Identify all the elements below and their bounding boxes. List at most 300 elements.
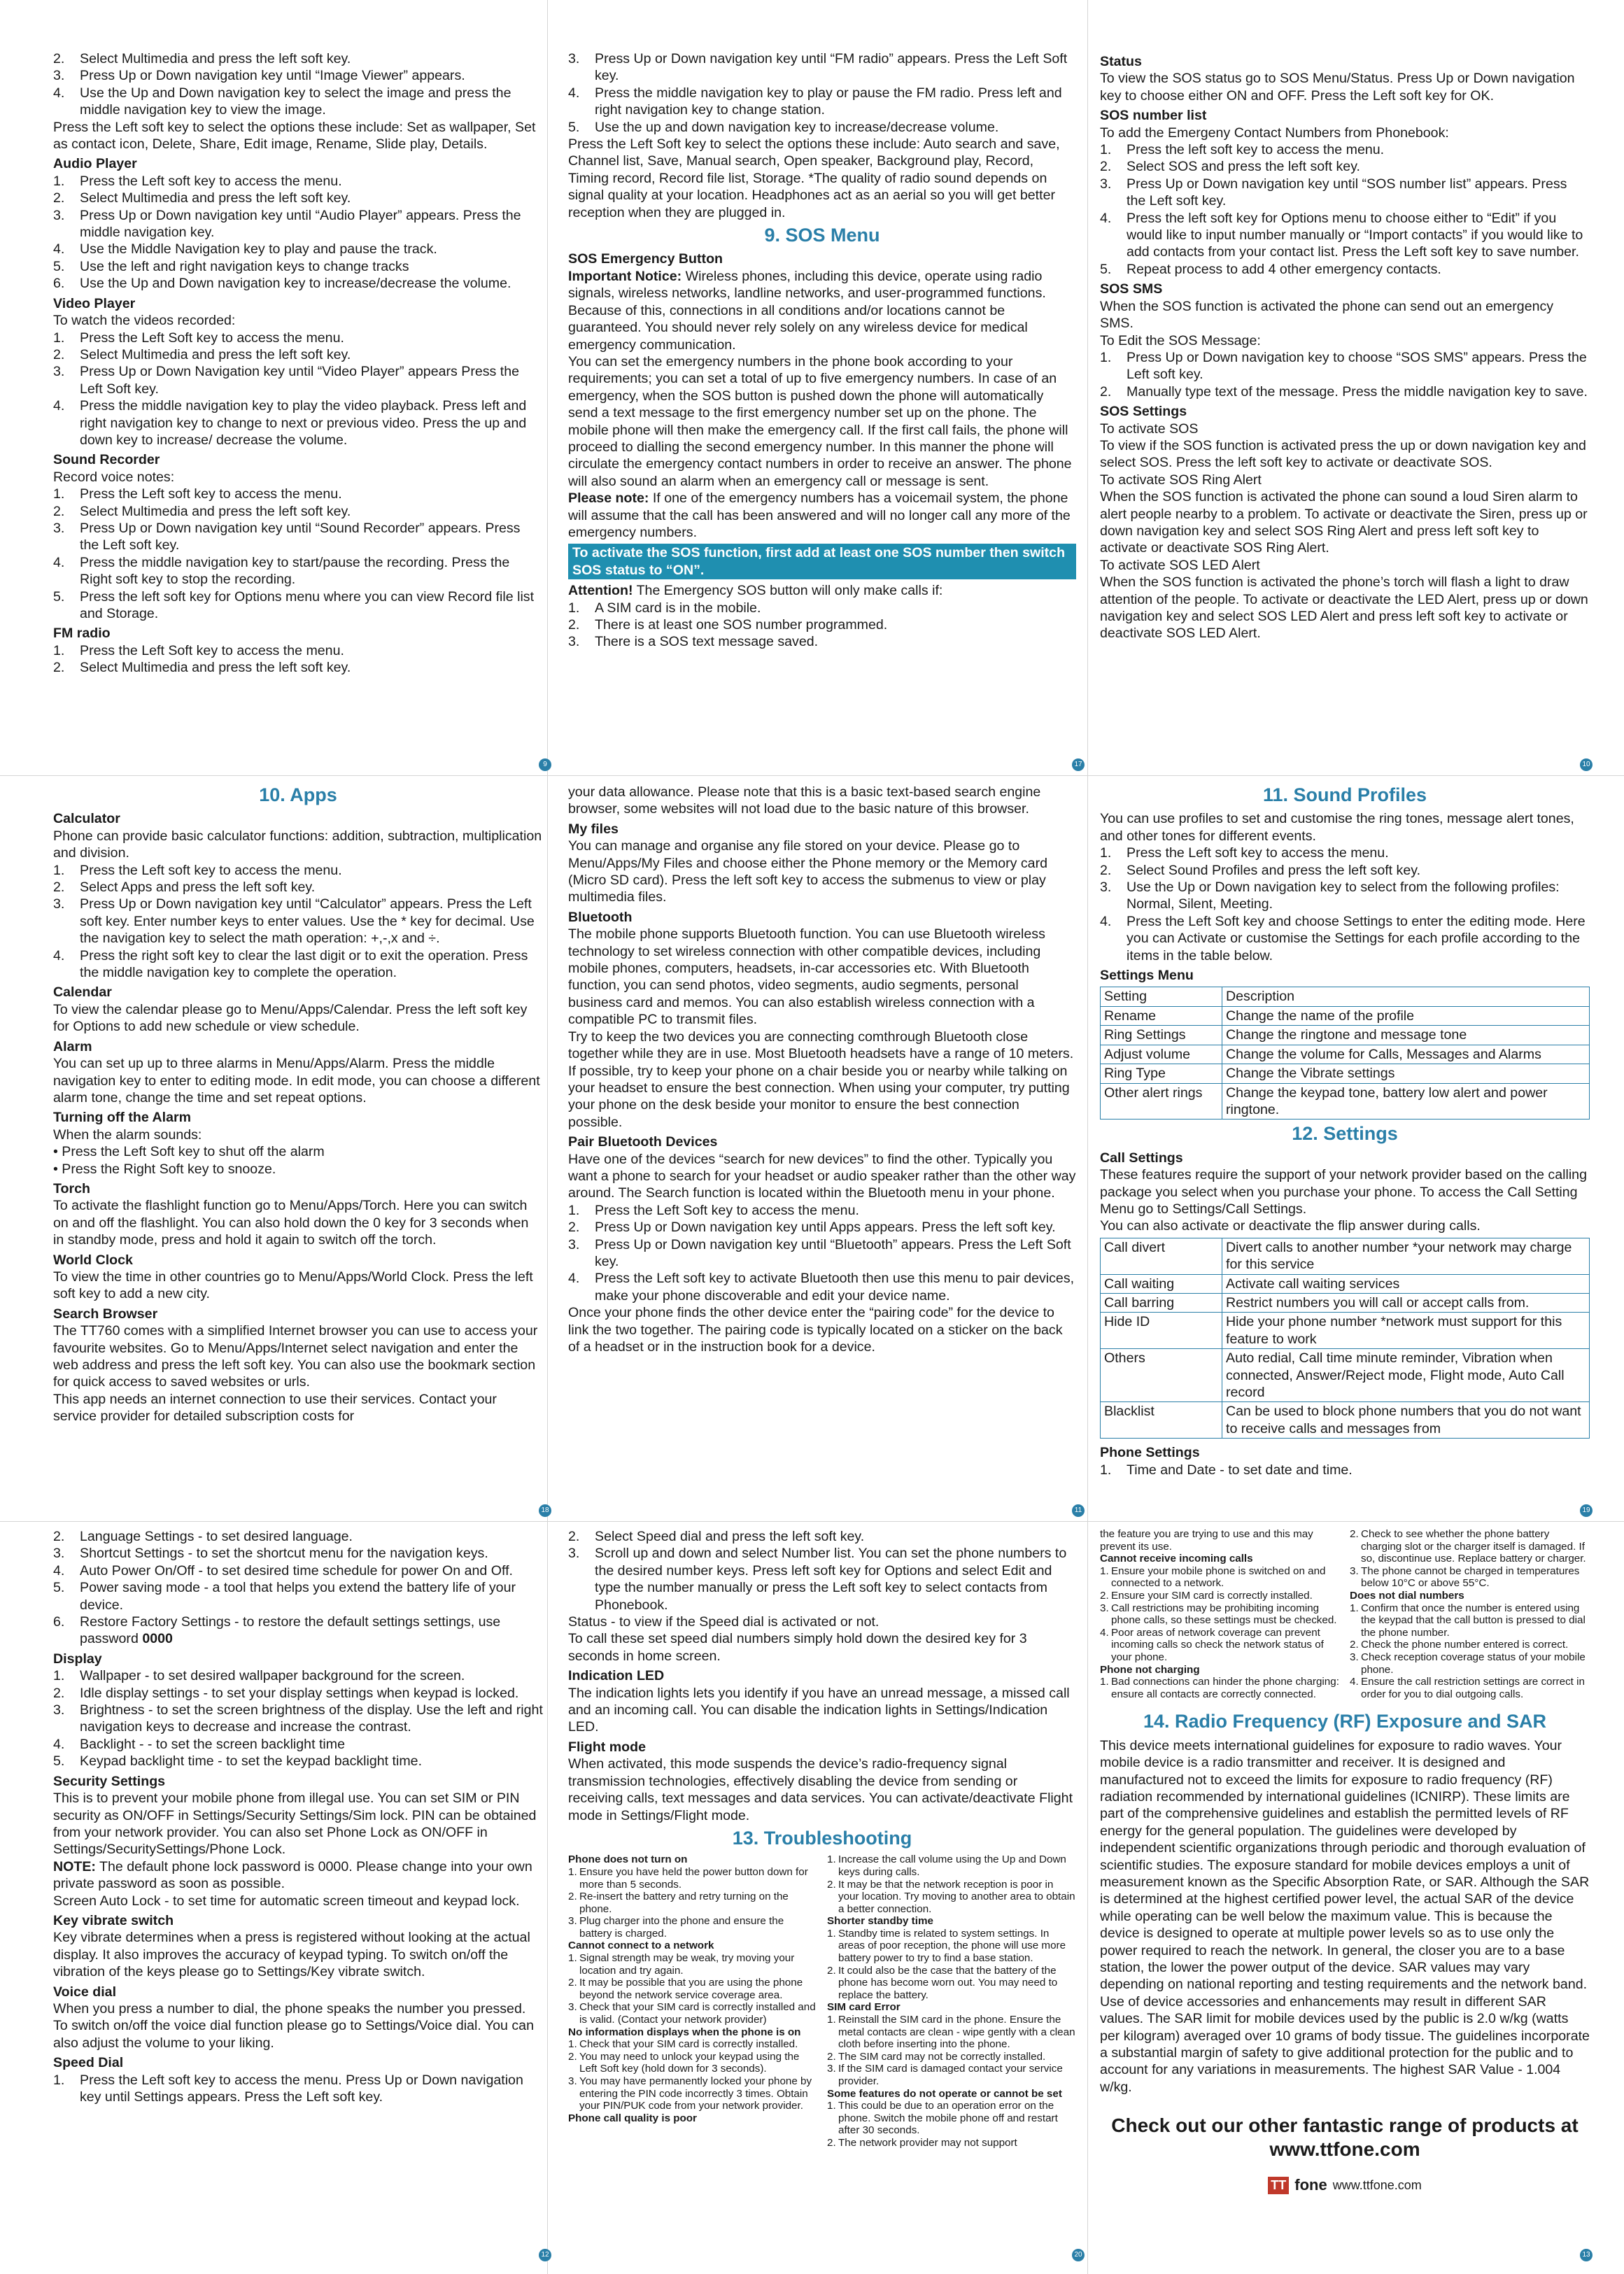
list-text: Use the Middle Navigation key to play and pause the track. (80, 241, 437, 257)
heading-my-files: My files (568, 821, 619, 837)
list-item (568, 2051, 817, 2075)
table-value-cell: Change the Vibrate settings (1222, 1064, 1590, 1083)
paragraph: When the alarm sounds: (53, 1127, 202, 1143)
paragraph: This is to prevent your mobile phone from illegal use. You can set SIM or PIN security as ON/OFF in Settings/Security Settings/Sim lock. PIN can be obtained from your network provider. You can also set Phone Lock as ON/OFF in Settings/SecuritySettings/Phone Lock. (53, 1791, 537, 1858)
paragraph: Important Notice: Wireless phones, including this device, operate using radio signals, wireless networks, landline networks, and user-programmed functions. Because of this, connections in all conditions and/or locations cannot be guaranteed. You should never rely solely on any wireless device for medical emergency communication. (568, 268, 1046, 353)
list-number: 2. (568, 1891, 577, 1903)
settings-menu-table (1100, 987, 1590, 1120)
list-text: Ensure your mobile phone is switched on and connected to a network. (1111, 1565, 1326, 1590)
list-number: 2. (1350, 1639, 1359, 1651)
list-text: Repeat process to add 4 other emergency contacts. (1127, 261, 1441, 277)
list-number: 1. (568, 2038, 577, 2051)
list-item (53, 947, 543, 982)
list-number: 4. (53, 947, 65, 963)
numbered-list (568, 1952, 817, 2026)
paragraph: Press the Left Soft key to select the options these include: Auto search and save, Channel list, Save, Manual search, Open speaker, Background play, Record, Timing record, Record file list, Storage. *The quality of radio sound depends on signal quality at your location. Headphones act as an aerial so you will get better reception when they are plugged in. (568, 136, 1060, 220)
list-item (53, 1685, 543, 1702)
numbered-list (568, 600, 1076, 651)
list-item (568, 2001, 817, 2026)
list-item (827, 2063, 1076, 2087)
list-item (568, 1219, 1076, 1236)
list-text: Check reception coverage status of your mobile phone. (1361, 1651, 1586, 1676)
list-text: Select Multimedia and press the left soft key. (80, 660, 351, 676)
callout-box: To activate the SOS function, first add at least one SOS number then switch SOS status to “ON”. (568, 544, 1076, 579)
trouble-heading: Phone does not turn on (568, 1853, 688, 1866)
list-number: 2. (53, 503, 65, 519)
list-number: 2. (827, 1878, 836, 1891)
paragraph: You can set the emergency numbers in the phone book according to your requirements; you can set a total of up to five emergency numbers. In case of an emergency, when the SOS button is pushed down the phone will automatically send a text message to the first emergency number set up on the phone. The mobile phone will then make the emergency call. If the first call fails, the phone will proceed to dialling the second emergency number. In this manner the phone will circulate the emergency contact numbers in order to receive an answer. The phone will also sound an alarm when an emergency call or message is sent. (568, 353, 1072, 489)
list-number: 1. (827, 2100, 836, 2112)
list-item (568, 85, 1076, 119)
page-number: 10 (1580, 758, 1593, 771)
list-number: 2. (1100, 862, 1112, 878)
bullet: • Press the Right Soft key to snooze. (53, 1161, 276, 1177)
list-item (53, 862, 543, 879)
page-19 (1100, 781, 1590, 1517)
numbered-list (568, 1866, 817, 1940)
list-text: Use the Up and Down navigation key to increase/decrease the volume. (80, 276, 511, 292)
list-text: Use the up and down navigation key to increase/decrease volume. (595, 119, 999, 135)
list-text: Reinstall the SIM card in the phone. Ensure the metal contacts are clean - wipe gently with a clean cloth before inserting into the phone. (838, 2014, 1075, 2051)
table-row (1101, 1026, 1590, 1045)
paragraph: Try to keep the two devices you are connecting comthrough Bluetooth close together while they are in use. Most Bluetooth headsets have a range of 10 meters. If possible, try to keep your phone on a chair beside you or nearby while talking on your headset to ensure the best connection. When using your computer, try putting your phone on the desk beside your monitor to ensure the best connection possible. (568, 1029, 1074, 1130)
table-key-cell: Adjust volume (1101, 1045, 1222, 1064)
page-10 (1100, 50, 1590, 770)
list-number: 1. (827, 1927, 836, 1940)
list-text: The phone cannot be charged in temperatures below 10°C or above 55°C. (1361, 1565, 1580, 1590)
list-number: 4. (568, 85, 580, 101)
trouble-heading: Phone not charging (1100, 1663, 1200, 1676)
paragraph: To view the time in other countries go to Menu/Apps/World Clock. Press the left soft key to add a new city. (53, 1269, 533, 1302)
heading-alarm: Alarm (53, 1038, 92, 1054)
heading-audio-player: Audio Player (53, 156, 137, 172)
numbered-list (827, 2014, 1076, 2088)
heading-calendar: Calendar (53, 984, 112, 1001)
table-key-cell: Call waiting (1101, 1274, 1222, 1293)
list-number: 1. (1100, 1565, 1109, 1577)
logo-url: www.ttfone.com (1332, 2178, 1422, 2193)
page-13 (1100, 1528, 1590, 2264)
list-text: Press the Left soft key to activate Bluetooth then use this menu to pair devices, make your phone discoverable and edit your device name. (595, 1271, 1075, 1304)
list-text: Press Up or Down navigation key to choose “SOS SMS” appears. Press the Left soft key. (1127, 349, 1587, 383)
list-text: Press Up or Down navigation key until “Sound Recorder” appears. Press the Left soft key. (80, 520, 521, 553)
list-number: 1. (1100, 349, 1112, 365)
list-item (1100, 1590, 1340, 1602)
list-text: Select Sound Profiles and press the left soft key. (1127, 862, 1421, 878)
list-item (53, 1528, 543, 1545)
heading-sound-recorder: Sound Recorder (53, 452, 160, 468)
table-row (1101, 1083, 1590, 1120)
table-row (1101, 1006, 1590, 1025)
table-key-cell: Ring Settings (1101, 1026, 1222, 1045)
list-text: Call restrictions may be prohibiting incoming phone calls, so these settings must be checked. (1111, 1602, 1337, 1627)
list-item (53, 1613, 543, 1648)
list-item (53, 85, 536, 119)
list-number: 4. (1100, 1626, 1109, 1639)
list-number: 1. (53, 1668, 65, 1684)
list-number: 1. (53, 330, 65, 346)
paragraph: When the SOS function is activated the phone’s torch will flash a light to draw attention of the people. To activate or deactivate the LED Alert, press up or down navigation key and select SOS LED Alert and press left soft key to activate or deactivate SOS LED Alert. (1100, 574, 1588, 642)
numbered-list (53, 330, 536, 449)
list-number: 1. (53, 2072, 65, 2088)
page-divider (0, 1521, 1624, 1522)
list-number: 3. (568, 634, 580, 650)
heading-pair-bluetooth: Pair Bluetooth Devices (568, 1134, 718, 1150)
list-item (53, 397, 536, 449)
list-text: It may be that the network reception is poor in your location. Try moving to another area to obtain a better connection. (838, 1878, 1075, 1915)
list-text: Poor areas of network coverage can prevent incoming calls so check the network status of your phone. (1111, 1626, 1324, 1663)
list-number: 4. (53, 554, 65, 570)
list-text: If the SIM card is damaged contact your service provider. (838, 2063, 1063, 2087)
list-number: 2. (1100, 383, 1112, 400)
list-item (53, 1702, 543, 1736)
list-item (568, 1202, 1076, 1219)
heading-flight-mode: Flight mode (568, 1739, 647, 1755)
list-number: 5. (568, 119, 580, 135)
troubleshooting-column (827, 1853, 1076, 2149)
paragraph: NOTE: The default phone lock password is 0000. Please change into your own private password as soon as possible. (53, 1858, 532, 1892)
list-text: Select Multimedia and press the left soft key. (80, 503, 351, 519)
list-item (53, 659, 536, 676)
table-value-cell: Change the volume for Calls, Messages and Alarms (1222, 1045, 1590, 1064)
website-link[interactable]: www.ttfone.com (1269, 2138, 1420, 2161)
page-17 (568, 50, 1076, 770)
numbered-list (827, 2100, 1076, 2149)
page-number: 11 (1072, 1504, 1085, 1517)
paragraph: your data allowance. Please note that this is a basic text-based search engine browser, some websites will not load due to the basic nature of this browser. (568, 784, 1041, 817)
list-number: 4. (1100, 210, 1112, 226)
list-number: 2. (53, 1529, 65, 1544)
list-number: 3. (1350, 1565, 1359, 1577)
list-number: 3. (53, 207, 65, 223)
list-text: Select Multimedia and press the left soft key. (80, 346, 351, 362)
table-row (1101, 1402, 1590, 1439)
table-key-cell: Hide ID (1101, 1313, 1222, 1349)
trouble-heading: SIM card Error (827, 2001, 901, 2014)
list-text: Press the Left soft key to access the menu. (80, 862, 342, 878)
paragraph: The indication lights lets you identify if you have an unread message, a missed call and an incoming call. You can disable the indication lights in Settings/Indication LED. (568, 1685, 1070, 1735)
list-number: 4. (53, 1736, 65, 1752)
list-item (1100, 141, 1590, 158)
list-item (568, 119, 1076, 136)
list-number: 5. (53, 1580, 65, 1596)
list-item (568, 1891, 817, 1915)
list-text: Press the Left soft key to access the menu. (80, 486, 342, 502)
page-11 (568, 784, 1076, 1517)
trouble-heading: No information displays when the phone is on (568, 2026, 801, 2038)
table-value-cell: Restrict numbers you will call or accept calls from. (1222, 1293, 1590, 1312)
heading-security-settings: Security Settings (53, 1773, 166, 1789)
numbered-list (1100, 349, 1590, 400)
page-number: 20 (1072, 2249, 1085, 2261)
list-number: 2. (568, 1529, 580, 1544)
list-text: Press the right soft key to clear the last digit or to exit the operation. Press the middle navigation key to complete the operation. (80, 947, 528, 981)
list-text: Press the Left Soft key to access the menu. (595, 1202, 859, 1218)
list-number: 1. (1350, 1602, 1359, 1614)
list-text: Language Settings - to set desired language. (80, 1529, 353, 1544)
table-value-cell: Can be used to block phone numbers that you do not want to receive calls and messages from (1222, 1402, 1590, 1439)
numbered-list (53, 642, 536, 677)
list-text: Select SOS and press the left soft key. (1127, 159, 1360, 175)
list-number: 1. (53, 173, 65, 189)
list-number: 3. (1100, 880, 1112, 896)
table-value-cell: Description (1222, 987, 1590, 1006)
list-item (53, 50, 536, 67)
table-row (1101, 1313, 1590, 1349)
list-number: 3. (568, 1546, 580, 1562)
list-number: 3. (568, 2001, 577, 2014)
list-text: Backlight - - to set the screen backlight time (80, 1736, 345, 1752)
heading-voice-dial: Voice dial (53, 1984, 117, 2000)
paragraph: To activate the flashlight function go to Menu/Apps/Torch. Here you can switch on and off the flashlight. You can also hold down the 0 key for 3 seconds when in standby mode, press and hold it again to switch off the torch. (53, 1198, 529, 1248)
table-key-cell: Others (1101, 1349, 1222, 1402)
list-item (1350, 1528, 1590, 1565)
list-item (1100, 913, 1590, 964)
list-item (53, 1753, 543, 1770)
list-item (1100, 845, 1590, 861)
list-text: Press the Left soft key to access the menu. (1127, 845, 1389, 861)
list-item (827, 2100, 1076, 2137)
list-number: 3. (568, 2075, 577, 2087)
list-item (53, 173, 536, 190)
trouble-heading: Cannot receive incoming calls (1100, 1553, 1253, 1565)
list-number: 3. (568, 1236, 580, 1252)
list-item (1100, 349, 1590, 383)
list-text: Brightness - to set the screen brightness of the display. Use the left and right navigation keys to decrease and increase the contrast. (80, 1702, 543, 1735)
heading-speed-dial: Speed Dial (53, 2055, 124, 2071)
paragraph: To activate SOS (1100, 421, 1199, 437)
list-text: Check the phone number entered is correct. (1361, 1639, 1569, 1651)
list-number: 2. (53, 1685, 65, 1701)
list-item (53, 207, 536, 241)
list-item (568, 1952, 817, 1977)
list-item (53, 67, 536, 84)
list-text: Restore Factory Settings - to restore the default settings settings, use password (80, 1614, 501, 1647)
list-text: It could also be the case that the battery of the phone has become worn out. You may need to replace the battery. (838, 1964, 1058, 2001)
paragraph: To activate SOS LED Alert (1100, 557, 1260, 573)
section-title: 14. Radio Frequency (RF) Exposure and SAR (1143, 1711, 1547, 1732)
heading-sos-settings: SOS Settings (1100, 404, 1187, 420)
list-text: Press Up or Down navigation key until “SOS number list” appears. Press the Left soft key. (1127, 176, 1567, 209)
list-text: Bad connections can hinder the phone charging: ensure all contacts are correctly connected. (1111, 1676, 1339, 1700)
list-item (568, 50, 1076, 85)
list-item (53, 1579, 543, 1613)
list-number: 2. (827, 1964, 836, 1977)
list-item (53, 2072, 543, 2106)
list-item (1100, 862, 1590, 879)
table-row (1101, 1045, 1590, 1064)
list-text: Auto Power On/Off - to set desired time schedule for power On and Off. (80, 1562, 513, 1579)
list-text: Plug charger into the phone and ensure the battery is charged. (579, 1915, 784, 1940)
list-number: 3. (53, 68, 65, 84)
list-number: 2. (568, 1977, 577, 1989)
list-text: You may have permanently locked your phone by entering the PIN code incorrectly 3 times. Obtain your PIN/PUK code from your network provider. (579, 2075, 812, 2112)
heading-calculator: Calculator (53, 811, 120, 827)
list-text: Ensure the call restriction settings are correct in order for you to dial outgoing calls. (1361, 1676, 1585, 1700)
paragraph: You can manage and organise any file stored on your device. Please go to Menu/Apps/My Files and choose either the Phone memory or the Memory card (Micro SD card). Press the left soft key to access the submenus to view or play multimedia files. (568, 838, 1048, 905)
heading-video-player: Video Player (53, 295, 136, 311)
list-number: 1. (53, 642, 65, 658)
list-text: Press Up or Down navigation key until “FM radio” appears. Press the Left Soft key. (595, 51, 1068, 84)
paragraph: You can use profiles to set and customise the ring tones, message alert tones, and other tones for different events. (1100, 811, 1574, 844)
list-item (53, 275, 536, 292)
brand-logo (1100, 2177, 1590, 2194)
heading-phone-settings: Phone Settings (1100, 1445, 1200, 1461)
table-value-cell: Divert calls to another number *your network may charge for this service (1222, 1238, 1590, 1274)
list-item (53, 879, 543, 896)
list-text: Press the middle navigation key to start/pause the recording. Press the Right soft key to stop the recording. (80, 554, 510, 588)
paragraph: To view the calendar please go to Menu/Apps/Calendar. Press the left soft key for Options to add new schedule or view schedule. (53, 1001, 528, 1035)
list-text: Check to see whether the phone battery charging slot or the charger itself is damaged. If so, discontinue use. Replace battery or charger. (1361, 1528, 1586, 1565)
list-number: 4. (53, 1562, 65, 1579)
list-text: It may be possible that you are using the phone beyond the network service coverage area. (579, 1977, 803, 2001)
list-item (53, 190, 536, 206)
list-item (53, 554, 536, 588)
table-value-cell: Hide your phone number *network must support for this feature to work (1222, 1313, 1590, 1349)
list-number: 2. (568, 1220, 580, 1236)
paragraph: These features require the support of your network provider based on the calling package you select when you purchase your phone. To access the Call Setting Menu go to Settings/Call Settings. (1100, 1167, 1587, 1217)
list-number: 3. (53, 1702, 65, 1718)
paragraph: To watch the videos recorded: (53, 313, 236, 329)
list-text: Press Up or Down navigation key until “Bluetooth” appears. Press the Left Soft key. (595, 1236, 1071, 1269)
list-number: 1. (827, 1853, 836, 1866)
list-item (827, 2051, 1076, 2063)
section-title: 13. Troubleshooting (732, 1827, 912, 1849)
list-number: 5. (53, 588, 65, 605)
page-18 (53, 781, 543, 1517)
list-text: Use the Up and Down navigation key to select the image and press the middle navigation key to view the image. (80, 85, 511, 118)
paragraph: Press the Left soft key to select the options these include: Set as wallpaper, Set as contact icon, Delete, Share, Edit image, Rename, Slide play, Details. (53, 119, 536, 153)
list-number: 3. (53, 364, 65, 380)
numbered-list (53, 486, 536, 622)
paragraph: The TT760 comes with a simplified Internet browser you can use to access your favourite websites. Go to Menu/Apps/Internet select navigation and enter the web address and press the left soft key. You can also use the bookmark section for quick access to saved websites or urls. (53, 1323, 538, 1390)
table-key-cell: Rename (1101, 1006, 1222, 1025)
list-text: Check that your SIM card is correctly installed and is valid. (Contact your network provider) (579, 2001, 816, 2026)
paragraph: This device meets international guidelines for exposure to radio waves. Your mobile device is a radio transmitter and receiver. It is designed and manufactured not to exceed the limits for exposure to radio frequency (RF) radiation recommended by international guidelines (ICNIRP). These limits are part of the comprehensive guidelines and establish the permitted levels of RF energy for the general population. The guidelines were developed by independent scientific organizations through periodic and thorough evaluation of scientific studies. The exposure standard for mobile devices employs a unit of measurement known as the Specific Absorption Rate, or SAR. Although the SAR is determined at the highest certified power level, the actual SAR of the device while operating can be well below the maximum value. This is because the device is designed to operate at multiple power levels so as to use only the power required to reach the network. In general, the closer you are to a base station, the lower the power output of the device. SAR values may vary depending on national reporting and testing requirements and the network band. Use of device accessories and enhancements may result in different SAR values. The SAR limit for mobile devices used by the public is 2.0 w/kg (watts per kilogram) averaged over 10 grams of body tissue. The guidelines incorporate a substantial margin of safety to give additional protection for the public and to account for any variations in measurements. The highest SAR Value - 1.004 w/kg. (1100, 1737, 1590, 2095)
numbered-list (53, 1667, 543, 1770)
heading-sos-number-list: SOS number list (1100, 108, 1207, 124)
table-key-cell: Other alert rings (1101, 1083, 1222, 1120)
list-item (53, 896, 543, 947)
list-number: 1. (1100, 845, 1112, 861)
list-number: 4. (1350, 1676, 1359, 1688)
list-item (53, 258, 536, 275)
list-text: Press the Left Soft key to access the menu. (80, 642, 344, 658)
table-key-cell: Ring Type (1101, 1064, 1222, 1083)
list-text: Wallpaper - to set desired wallpaper background for the screen. (80, 1668, 465, 1684)
numbered-list (568, 1202, 1076, 1304)
list-number: 5. (53, 258, 65, 274)
list-text: Shortcut Settings - to set the shortcut menu for the navigation keys. (80, 1546, 488, 1562)
list-text: A SIM card is in the mobile. (595, 600, 761, 616)
paragraph: Have one of the devices “search for new devices” to find the other. Typically you want a phone to search for your headset or audio speaker rather than the other way around. The Search function is located within the Bluetooth menu in your phone. (568, 1151, 1076, 1201)
list-number: 1. (568, 1202, 580, 1218)
paragraph: You can set up up to three alarms in Menu/Apps/Alarm. Press the middle navigation key to enter to editing mode. In edit mode, you can choose a different alarm tone, change the time and set repeat options. (53, 1056, 540, 1106)
paragraph: This app needs an internet connection to use their services. Contact your service provider for detailed subscription costs for (53, 1391, 497, 1425)
list-text: Standby time is related to system settings. In areas of poor reception, the phone will use more battery power to try to find a base station. (838, 1927, 1066, 1965)
list-number: 2. (1100, 1589, 1109, 1602)
list-item (53, 1562, 543, 1579)
list-item (1100, 879, 1590, 913)
page-divider (547, 0, 548, 2274)
heading-world-clock: World Clock (53, 1252, 133, 1268)
page-number: 13 (1580, 2249, 1593, 2261)
list-item (1350, 1602, 1590, 1639)
list-text: The network provider may not support (838, 2136, 1017, 2149)
paragraph: Key vibrate determines when a press is registered without looking at the actual display. It also improves the accuracy of keypad typing. To switch on/off the vibration of the keys please go to Settings/Key vibrate switch. (53, 1930, 530, 1980)
list-text: Scroll up and down and select Number list. You can set the phone numbers to the desired number keys. Press left soft key for Options and select Edit and type the number manually or press the Left soft key to select contacts from Phonebook. (595, 1546, 1067, 1613)
paragraph: When you press a number to dial, the phone speaks the number you pressed. To switch on/off the voice dial function please go to Settings/Voice dial. You can also adjust the volume to your liking. (53, 2000, 534, 2051)
list-item (568, 633, 1076, 650)
paragraph: Once your phone finds the other device enter the “pairing code” for the device to link the two together. The pairing code is typically located on a sticker on the back of a headset or in the instruction book for a device. (568, 1305, 1063, 1355)
list-number: 5. (53, 1753, 65, 1770)
paragraph: The mobile phone supports Bluetooth function. You can use Bluetooth wireless technology to set wireless connection with other compatible devices, including mobile phones, computers, headsets, in-car accessories etc. With Bluetooth function, you can send photos, video segments, audio segments, personal business card and memos. You can also establish wireless connection with a compatible PC to transmit files. (568, 926, 1045, 1028)
list-item (568, 1977, 817, 2001)
list-text: Press Up or Down navigation key until “Image Viewer” appears. (80, 68, 465, 84)
paragraph: To Edit the SOS Message: (1100, 332, 1261, 348)
section-title: 11. Sound Profiles (1262, 784, 1427, 805)
table-value-cell: Change the name of the profile (1222, 1006, 1590, 1025)
list-text: Press Up or Down navigation key until “Calculator” appears. Press the Left soft key. Enter number keys to enter values. Use the * key for decimal. Use the navigation key to select the math operation: +,-,x and ÷. (80, 896, 535, 947)
paragraph: When the SOS function is activated the phone can sound a loud Siren alarm to alert people nearby to a problem. To activate or deactivate the Siren, press up or down navigation key and select SOS Ring Alert and press left soft key to activate or deactivate SOS Ring Alert. (1100, 489, 1588, 556)
list-number: 4. (53, 85, 65, 101)
trouble-heading: Some features do not operate or cannot be set (827, 2087, 1062, 2100)
numbered-list (1100, 141, 1590, 278)
list-number: 1. (53, 486, 65, 502)
list-number: 4. (53, 241, 65, 257)
list-text: Select Multimedia and press the left soft key. (80, 190, 351, 206)
paragraph: Record voice notes: (53, 469, 175, 485)
list-number: 2. (827, 2050, 836, 2063)
list-item (53, 241, 536, 257)
trouble-text: the feature you are trying to use and this may prevent its use. (1100, 1528, 1313, 1553)
page-number: 9 (539, 758, 551, 771)
paragraph: Attention! The Emergency SOS button will only make calls if: (568, 583, 943, 599)
list-text: There is a SOS text message saved. (595, 634, 819, 650)
list-number: 2. (568, 2050, 577, 2063)
numbered-list (53, 2072, 543, 2106)
numbered-list (568, 50, 1076, 136)
list-text: Confirm that once the number is entered using the keypad that the call button is pressed to dial the phone number. (1361, 1602, 1586, 1639)
page-divider (1087, 0, 1088, 2274)
heading-bluetooth: Bluetooth (568, 909, 633, 925)
list-text: Press the left soft key for Options menu where you can view Record file list and Storage. (80, 588, 535, 621)
list-item (1100, 210, 1590, 261)
table-value-cell: Activate call waiting services (1222, 1274, 1590, 1293)
list-number: 2. (53, 660, 65, 676)
list-number: 5. (1100, 261, 1112, 277)
list-item (53, 363, 536, 397)
list-item (827, 2137, 1076, 2149)
list-text: Select Multimedia and press the left soft key. (80, 51, 351, 66)
list-item (568, 1866, 817, 1891)
table-key-cell: Blacklist (1101, 1402, 1222, 1439)
numbered-list (1350, 1528, 1590, 1590)
list-number: 3. (1350, 1651, 1359, 1663)
list-item (1350, 1676, 1590, 1700)
paragraph: You can also activate or deactivate the flip answer during calls. (1100, 1218, 1481, 1234)
list-text: Press Up or Down navigation key until “Audio Player” appears. Press the middle navigation key. (80, 207, 521, 241)
list-text: Keypad backlight time - to set the keypad backlight time. (80, 1753, 423, 1770)
table-value-cell: Auto redial, Call time minute reminder, Vibration when connected, Answer/Reject mode, Flight mode, Auto Call record (1222, 1349, 1590, 1402)
heading-status: Status (1100, 54, 1142, 69)
password-value: 0000 (142, 1631, 173, 1647)
heading-sos-button: SOS Emergency Button (568, 251, 723, 267)
paragraph: Screen Auto Lock - to set time for automatic screen timeout and keypad lock. (53, 1893, 520, 1909)
trouble-heading: Cannot connect to a network (568, 1940, 714, 1952)
table-value-cell: Change the ringtone and message tone (1222, 1026, 1590, 1045)
list-item (1350, 1639, 1590, 1651)
